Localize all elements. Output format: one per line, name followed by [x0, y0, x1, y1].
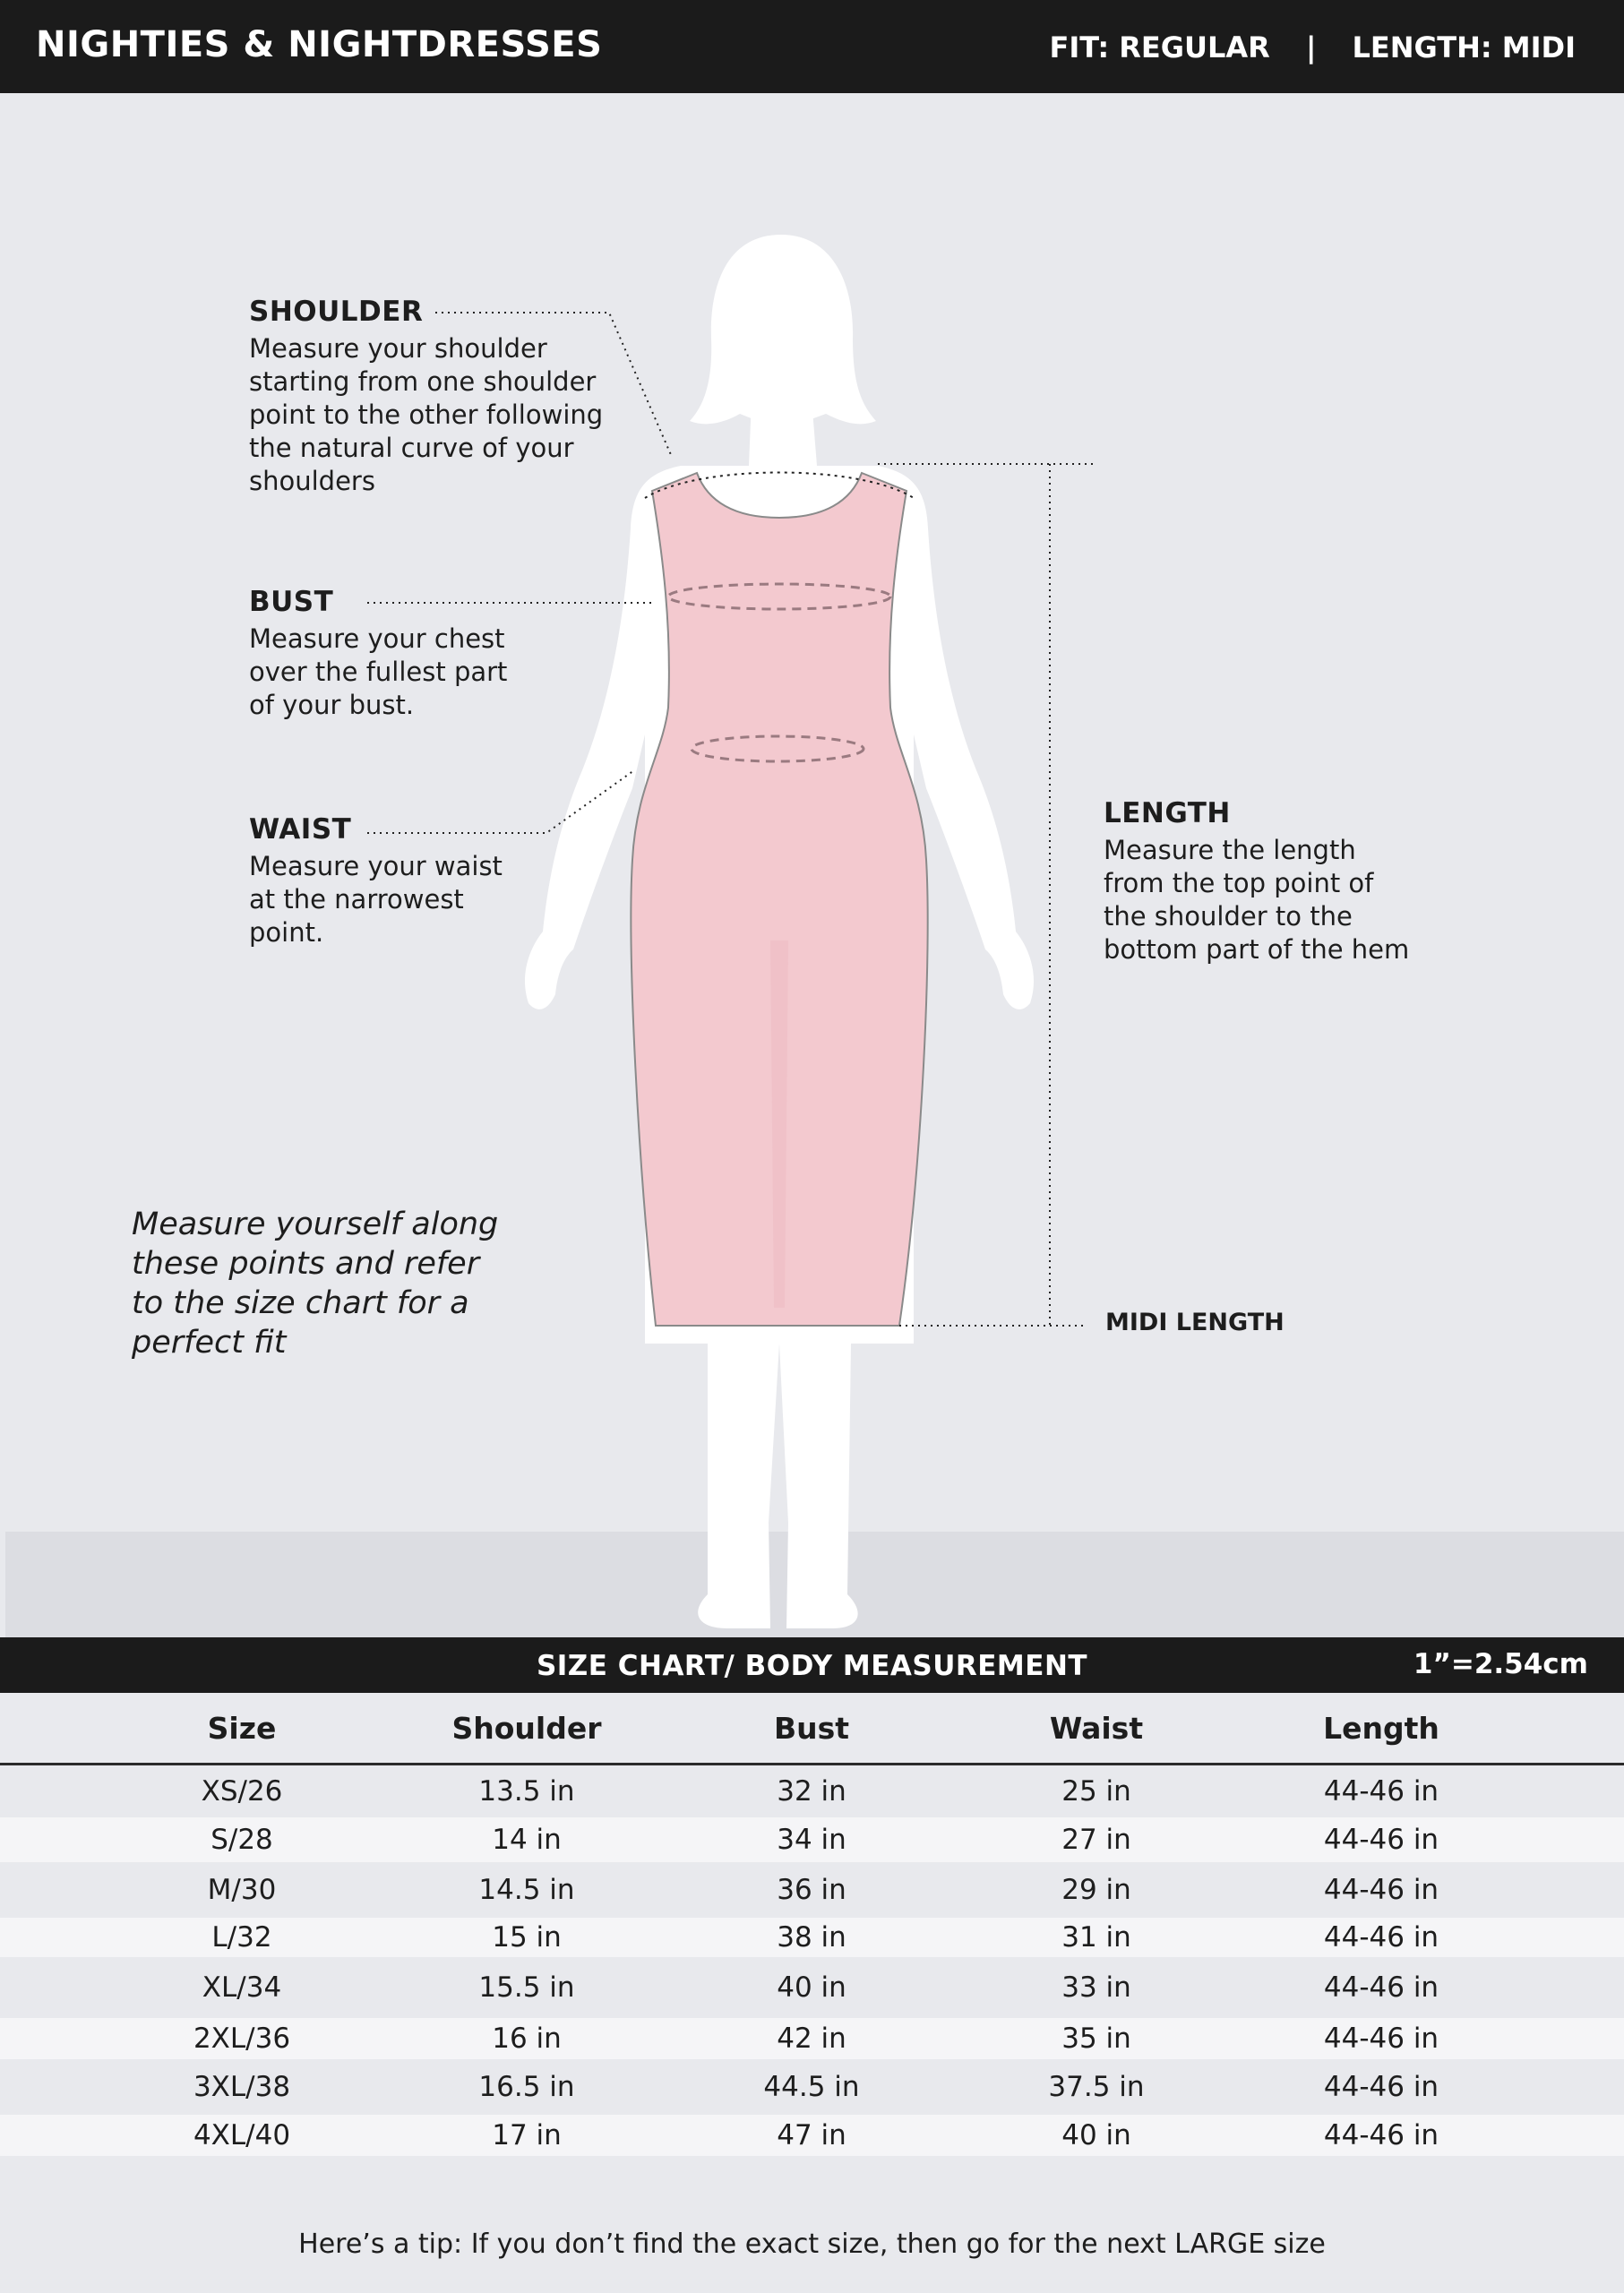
measurement-cell: 16.5 in: [478, 2071, 575, 2103]
size-cell: 2XL/36: [193, 2022, 291, 2055]
measurement-cell: 44-46 in: [1323, 1971, 1439, 2004]
size-tip: Here’s a tip: If you don’t find the exact size, then go for the next LARGE size: [298, 2229, 1326, 2260]
size-chart-header: [0, 1637, 1624, 1693]
measurement-cell: 15 in: [492, 1921, 562, 1954]
column-header-length: Length: [1323, 1710, 1439, 1746]
length-heading: LENGTH: [1104, 797, 1231, 829]
table-row: [0, 2018, 1624, 2059]
measurement-cell: 29 in: [1061, 1874, 1131, 1906]
measurement-cell: 40 in: [1061, 2119, 1131, 2151]
measurement-cell: 38 in: [777, 1921, 846, 1954]
column-header-size: Size: [207, 1710, 277, 1746]
column-header-bust: Bust: [773, 1710, 850, 1746]
measurement-cell: 44-46 in: [1323, 1921, 1439, 1954]
length-annotation: [1104, 797, 1462, 966]
measurement-cell: 36 in: [777, 1874, 846, 1906]
bust-text: Measure your chest over the fullest part of your bust.: [249, 623, 508, 720]
measurement-cell: 27 in: [1061, 1824, 1131, 1856]
table-row: [0, 1862, 1624, 1918]
size-cell: L/32: [211, 1921, 272, 1954]
page-title: NIGHTIES & NIGHTDRESSES: [36, 24, 603, 65]
measurement-cell: 32 in: [777, 1775, 846, 1808]
size-chart-table: [0, 1693, 1624, 2156]
separator: |: [1305, 30, 1317, 64]
shoulder-heading: SHOULDER: [249, 296, 424, 328]
column-header-waist: Waist: [1049, 1710, 1144, 1746]
measurement-cell: 17 in: [492, 2119, 562, 2151]
measurement-cell: 14 in: [492, 1824, 562, 1856]
measurement-cell: 31 in: [1061, 1921, 1131, 1954]
measurement-cell: 13.5 in: [478, 1775, 575, 1808]
bust-annotation: [249, 586, 536, 722]
measurement-cell: 40 in: [777, 1971, 846, 2004]
measure-guide-text: Measure yourself along these points and refer to the size chart for a perfect fit: [132, 1207, 499, 1361]
length-label: LENGTH: MIDI: [1352, 30, 1576, 64]
measurement-cell: 34 in: [777, 1824, 846, 1856]
size-chart-title: SIZE CHART/ BODY MEASUREMENT: [536, 1650, 1088, 1682]
size-cell: XS/26: [201, 1775, 283, 1808]
measurement-cell: 16 in: [492, 2022, 562, 2055]
measurement-cell: 47 in: [777, 2119, 846, 2151]
table-row: [0, 1918, 1624, 1957]
measurement-cell: 42 in: [777, 2022, 846, 2055]
measurement-cell: 44-46 in: [1323, 2022, 1439, 2055]
size-cell: 3XL/38: [193, 2071, 291, 2103]
length-text: Measure the length from the top point of the shoulder to the bottom part of the hem: [1104, 835, 1410, 965]
size-cell: XL/34: [202, 1971, 282, 2004]
unit-conversion: 1”=2.54cm: [1413, 1648, 1588, 1680]
measurement-cell: 44-46 in: [1323, 2071, 1439, 2103]
table-body: [0, 1765, 1624, 2156]
table-header-row: [0, 1693, 1624, 1765]
measurement-cell: 35 in: [1061, 2022, 1131, 2055]
table-row: [0, 2059, 1624, 2115]
size-cell: M/30: [207, 1874, 277, 1906]
size-cell: S/28: [211, 1824, 273, 1856]
neck-shape: [749, 376, 817, 466]
fit-label: FIT: REGULAR: [1049, 30, 1270, 64]
table-row: [0, 2115, 1624, 2156]
measurement-cell: 33 in: [1061, 1971, 1131, 2004]
shoulder-annotation: [249, 296, 607, 498]
table-row: [0, 1817, 1624, 1862]
measurement-cell: 14.5 in: [478, 1874, 575, 1906]
waist-text: Measure your waist at the narrowest point.: [249, 851, 503, 948]
column-header-shoulder: Shoulder: [451, 1710, 602, 1746]
measurement-cell: 25 in: [1061, 1775, 1131, 1808]
measurement-cell: 44-46 in: [1323, 1824, 1439, 1856]
table-row: [0, 1765, 1624, 1817]
size-cell: 4XL/40: [193, 2119, 291, 2151]
bust-heading: BUST: [249, 586, 334, 618]
measurement-cell: 44-46 in: [1323, 1874, 1439, 1906]
table-row: [0, 1957, 1624, 2018]
waist-annotation: [249, 813, 536, 949]
measurement-cell: 44-46 in: [1323, 2119, 1439, 2151]
measurement-cell: 15.5 in: [478, 1971, 575, 2004]
waist-heading: WAIST: [249, 813, 352, 846]
midi-length-label: MIDI LENGTH: [1105, 1309, 1285, 1336]
shoulder-text: Measure your shoulder starting from one shoulder point to the other following the natural curve of your shoulders: [249, 333, 604, 496]
measurement-cell: 44.5 in: [763, 2071, 860, 2103]
measurement-cell: 37.5 in: [1048, 2071, 1145, 2103]
measurement-cell: 44-46 in: [1323, 1775, 1439, 1808]
